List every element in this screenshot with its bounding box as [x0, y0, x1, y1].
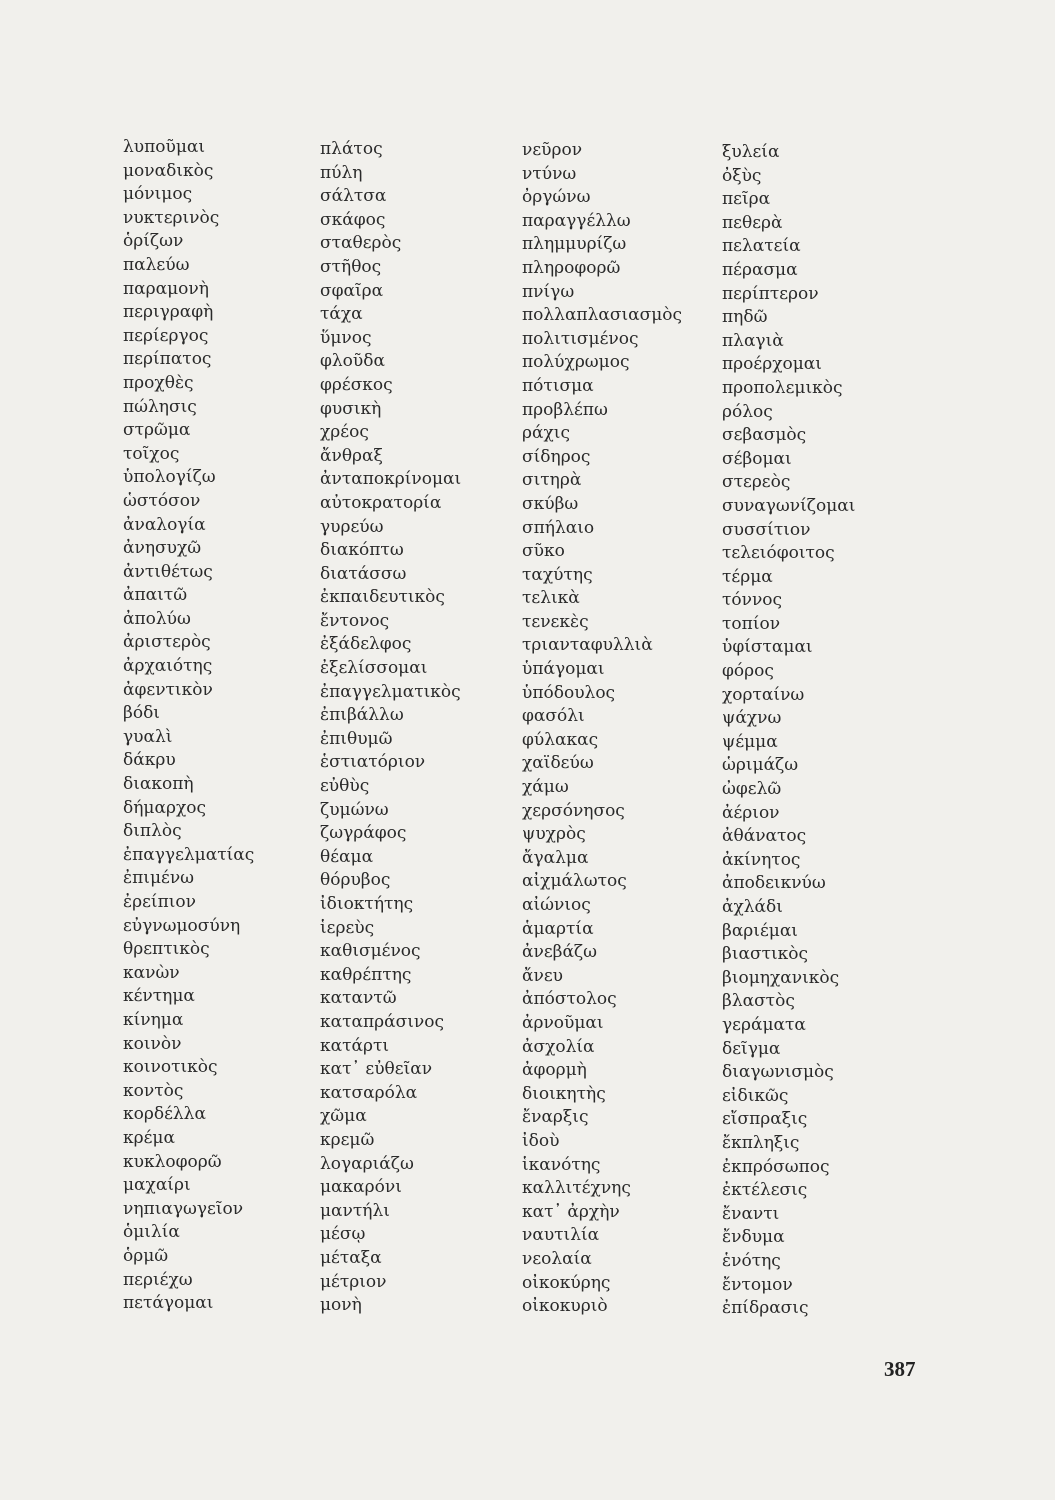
- word-entry: καταντῶ: [320, 988, 397, 1009]
- word-entry: ζωγράφος: [320, 823, 407, 844]
- word-entry: προπολεμικὸς: [722, 377, 843, 398]
- word-entry: προέρχομαι: [722, 354, 822, 375]
- word-entry: πεθερὰ: [722, 212, 783, 233]
- word-entry: στρῶμα: [123, 420, 191, 441]
- word-entry: περίπτερον: [722, 283, 819, 304]
- word-entry: ἀνησυχῶ: [123, 538, 202, 559]
- word-entry: δεῖγμα: [722, 1038, 781, 1059]
- word-entry: βαριέμαι: [722, 920, 798, 941]
- word-entry: διαγωνισμὸς: [722, 1062, 834, 1083]
- word-entry: ὑφίσταμαι: [722, 637, 813, 658]
- word-entry: πλαγιὰ: [722, 330, 784, 351]
- word-entry: ἀέριον: [722, 802, 780, 823]
- word-entry: νυκτερινὸς: [123, 207, 220, 228]
- word-entry: ρόλος: [722, 401, 773, 422]
- word-entry: πολλαπλασιασμὸς: [522, 305, 683, 326]
- word-entry: σῦκο: [522, 541, 565, 562]
- word-entry: ὑπάγομαι: [522, 659, 605, 680]
- word-entry: φόρος: [722, 661, 774, 682]
- word-entry: ἔνδυμα: [722, 1227, 785, 1248]
- word-entry: ἀντιθέτως: [123, 561, 213, 582]
- word-entry: τοπίον: [722, 613, 781, 634]
- word-entry: ὠφελῶ: [722, 779, 782, 800]
- word-entry: κοντὸς: [123, 1080, 184, 1101]
- word-entry: ἀνταποκρίνομαι: [320, 469, 462, 490]
- word-entry: ἔναρξις: [522, 1107, 589, 1128]
- word-entry: εὐγνωμοσύνη: [123, 915, 241, 936]
- word-entry: χῶμα: [320, 1106, 367, 1127]
- word-entry: χρέος: [320, 422, 369, 443]
- word-entry: εἴσπραξις: [722, 1109, 808, 1130]
- word-entry: παλεύω: [123, 254, 190, 275]
- word-entry: ἁμαρτία: [522, 918, 594, 939]
- word-entry: ἐπαγγελματίας: [123, 844, 255, 865]
- word-entry: ξυλεία: [722, 142, 780, 162]
- word-entry: σκύβω: [522, 493, 579, 514]
- word-entry: ἔναντι: [722, 1203, 780, 1224]
- word-entry: πλημμυρίζω: [522, 234, 627, 255]
- word-entry: ἑστιατόριον: [320, 752, 426, 773]
- word-entry: μέσῳ: [320, 1224, 366, 1245]
- word-entry: ἀχλάδι: [722, 897, 783, 917]
- word-entry: μονὴ: [320, 1295, 362, 1316]
- word-entry: πολιτισμένος: [522, 328, 639, 349]
- word-entry: ἐκπαιδευτικὸς: [320, 587, 445, 608]
- word-entry: ἐρείπιον: [123, 892, 196, 912]
- word-entry: μαχαίρι: [123, 1175, 191, 1196]
- word-entry: οἰκοκύρης: [522, 1272, 611, 1293]
- word-entry: διατάσσω: [320, 563, 407, 584]
- word-entry: τενεκὲς: [522, 611, 589, 632]
- word-entry: θρεπτικὸς: [123, 939, 210, 960]
- word-entry: λυποῦμαι: [123, 137, 206, 157]
- word-entry: εἰδικῶς: [722, 1085, 789, 1106]
- word-entry: ἀποδεικνύω: [722, 873, 826, 894]
- word-entry: ἀνεβάζω: [522, 942, 598, 963]
- word-entry: ἐπιμένω: [123, 868, 195, 889]
- word-entry: μόνιμος: [123, 184, 193, 205]
- word-entry: ζυμώνω: [320, 799, 389, 820]
- word-entry: στερεὸς: [722, 472, 791, 493]
- word-entry: φασόλι: [522, 706, 585, 727]
- word-entry: ἀναλογία: [123, 514, 206, 535]
- word-entry: κατ᾿ εὐθεῖαν: [320, 1059, 433, 1080]
- word-entry: φύλακας: [522, 729, 599, 750]
- word-entry: ταχύτης: [522, 564, 593, 585]
- word-entry: τέρμα: [722, 566, 773, 587]
- word-column-3: [522, 139, 682, 1319]
- word-entry: νηπιαγωγεῖον: [123, 1198, 244, 1219]
- word-entry: περίεργος: [123, 325, 209, 346]
- word-entry: ὡριμάζω: [722, 755, 799, 776]
- word-entry: πώλησις: [123, 396, 197, 417]
- word-entry: παραμονὴ: [123, 278, 209, 299]
- word-entry: ἱερεὺς: [320, 917, 375, 938]
- word-entry: ὁρίζων: [123, 231, 184, 252]
- word-column-1: [123, 136, 254, 1316]
- word-entry: διοικητὴς: [522, 1083, 606, 1104]
- word-entry: σέβομαι: [722, 448, 792, 469]
- word-entry: φλοῦδα: [320, 351, 385, 372]
- word-entry: ὡστόσον: [123, 490, 201, 511]
- word-entry: ἰδιοκτήτης: [320, 894, 414, 914]
- word-entry: συναγωνίζομαι: [722, 495, 856, 516]
- word-entry: ἀρχαιότης: [123, 656, 213, 677]
- word-entry: ἐπιβάλλω: [320, 705, 404, 726]
- word-entry: νεολαία: [522, 1248, 592, 1269]
- word-entry: ἀφορμὴ: [522, 1060, 587, 1081]
- word-entry: δάκρυ: [123, 750, 176, 771]
- word-entry: κίνημα: [123, 1009, 184, 1030]
- word-entry: φυσικὴ: [320, 398, 382, 419]
- word-entry: κοινοτικὸς: [123, 1057, 218, 1078]
- word-entry: ὕμνος: [320, 327, 372, 348]
- word-entry: θόρυβος: [320, 870, 391, 891]
- word-entry: μακαρόνι: [320, 1177, 402, 1198]
- word-entry: σίδηρος: [522, 446, 591, 467]
- word-entry: σιτηρὰ: [522, 470, 582, 491]
- word-entry: διακόπτω: [320, 540, 404, 561]
- word-entry: ἄγαλμα: [522, 847, 589, 868]
- word-entry: βιαστικὸς: [722, 944, 809, 965]
- word-entry: ὁμιλία: [123, 1222, 180, 1243]
- word-entry: ἐπίδρασις: [722, 1298, 809, 1319]
- word-entry: φρέσκος: [320, 374, 393, 395]
- word-entry: ἀπαιτῶ: [123, 585, 188, 606]
- word-entry: ἀφεντικὸν: [123, 679, 213, 700]
- page-number: 387: [884, 1357, 916, 1381]
- word-entry: ἀριστερὸς: [123, 632, 211, 653]
- word-entry: γυρεύω: [320, 516, 384, 537]
- word-entry: κρεμῶ: [320, 1129, 375, 1150]
- word-entry: ἀπολύω: [123, 608, 191, 629]
- word-entry: ἔντονος: [320, 610, 390, 631]
- word-entry: ἀσχολία: [522, 1036, 595, 1057]
- word-entry: ὑπολογίζω: [123, 467, 216, 488]
- word-entry: δήμαρχος: [123, 797, 206, 818]
- word-entry: χάμω: [522, 777, 569, 798]
- word-entry: ὀργώνω: [522, 187, 591, 208]
- word-entry: σπήλαιο: [522, 517, 595, 538]
- word-entry: ἐπιθυμῶ: [320, 728, 393, 749]
- word-column-4: [722, 141, 855, 1321]
- word-entry: ὑπόδουλος: [522, 682, 616, 703]
- word-entry: σταθερὸς: [320, 233, 402, 254]
- word-entry: μέτριον: [320, 1271, 387, 1292]
- word-entry: ἰδοὺ: [522, 1130, 560, 1151]
- word-entry: χορταίνω: [722, 684, 805, 705]
- word-entry: πληροφορῶ: [522, 257, 621, 278]
- word-entry: ἀκίνητος: [722, 849, 801, 870]
- word-entry: καλλιτέχνης: [522, 1178, 631, 1199]
- word-entry: λογαριάζω: [320, 1153, 414, 1174]
- word-entry: ἐξελίσσομαι: [320, 658, 428, 679]
- word-entry: τριανταφυλλιὰ: [522, 635, 653, 656]
- word-entry: ψυχρὸς: [522, 824, 586, 845]
- word-entry: παραγγέλλω: [522, 210, 631, 231]
- word-entry: αἰχμάλωτος: [522, 871, 627, 892]
- word-entry: κρέμα: [123, 1127, 175, 1148]
- word-entry: πεῖρα: [722, 189, 771, 210]
- word-entry: χαϊδεύω: [522, 753, 594, 774]
- word-entry: ἐξάδελφος: [320, 634, 412, 655]
- word-entry: σάλτσα: [320, 186, 387, 207]
- word-entry: ἱκανότης: [522, 1154, 601, 1175]
- word-entry: πετάγομαι: [123, 1293, 214, 1314]
- word-entry: πολύχρωμος: [522, 352, 630, 373]
- word-entry: κυκλοφορῶ: [123, 1151, 222, 1172]
- word-entry: κατ᾿ ἀρχὴν: [522, 1201, 620, 1222]
- word-entry: οἰκοκυριὸ: [522, 1296, 608, 1317]
- word-entry: σκάφος: [320, 209, 386, 230]
- word-entry: αἰώνιος: [522, 895, 591, 915]
- word-entry: καταπράσινος: [320, 1011, 444, 1032]
- word-entry: κέντημα: [123, 986, 195, 1007]
- word-entry: κοινὸν: [123, 1033, 182, 1054]
- word-entry: ἐπαγγελματικὸς: [320, 681, 461, 702]
- word-entry: μοναδικὸς: [123, 160, 214, 181]
- word-entry: σεβασμὸς: [722, 425, 807, 446]
- word-entry: ἄνθραξ: [320, 445, 383, 466]
- word-entry: μαντήλι: [320, 1200, 390, 1221]
- word-entry: πλάτος: [320, 139, 383, 159]
- word-entry: καθισμένος: [320, 941, 421, 962]
- word-entry: τάχα: [320, 304, 363, 325]
- word-entry: ἐκτέλεσις: [722, 1180, 808, 1201]
- word-entry: ντύνω: [522, 163, 577, 184]
- word-entry: ἔντομον: [722, 1274, 793, 1295]
- word-entry: ράχις: [522, 423, 570, 444]
- word-entry: καθρέπτης: [320, 964, 412, 985]
- word-entry: θέαμα: [320, 846, 374, 867]
- word-column-2: [320, 138, 461, 1318]
- word-entry: χερσόνησος: [522, 800, 625, 821]
- word-entry: διακοπὴ: [123, 774, 194, 795]
- word-entry: ἄνευ: [522, 965, 563, 986]
- word-entry: συσσίτιον: [722, 519, 811, 540]
- word-entry: μέταξα: [320, 1247, 382, 1268]
- word-entry: αὐτοκρατορία: [320, 492, 442, 513]
- word-entry: ἐκπρόσωπος: [722, 1156, 830, 1177]
- word-entry: γυαλὶ: [123, 726, 173, 747]
- word-entry: διπλὸς: [123, 821, 182, 842]
- word-entry: βόδι: [123, 703, 160, 724]
- word-entry: πηδῶ: [722, 307, 768, 328]
- word-entry: πέρασμα: [722, 259, 798, 280]
- word-entry: βλαστὸς: [722, 991, 795, 1012]
- word-entry: προβλέπω: [522, 399, 608, 420]
- word-entry: τελειόφοιτος: [722, 543, 835, 564]
- word-entry: ὁρμῶ: [123, 1245, 169, 1266]
- word-entry: πύλη: [320, 162, 363, 183]
- word-entry: περιέχω: [123, 1269, 193, 1290]
- word-entry: ἀρνοῦμαι: [522, 1012, 604, 1033]
- word-entry: περιγραφὴ: [123, 302, 214, 323]
- word-entry: προχθὲς: [123, 372, 194, 393]
- word-entry: κατσαρόλα: [320, 1082, 418, 1103]
- word-entry: ἀπόστολος: [522, 989, 617, 1010]
- word-entry: ὀξὺς: [722, 165, 762, 186]
- word-entry: σφαῖρα: [320, 280, 384, 301]
- word-entry: κορδέλλα: [123, 1104, 206, 1125]
- word-entry: τελικὰ: [522, 588, 580, 609]
- word-entry: στῆθος: [320, 256, 382, 277]
- word-entry: νεῦρον: [522, 140, 583, 160]
- word-entry: περίπατος: [123, 349, 212, 370]
- word-entry: πότισμα: [522, 375, 594, 396]
- word-entry: ἑνότης: [722, 1250, 781, 1271]
- word-entry: κατάρτι: [320, 1035, 390, 1056]
- word-entry: βιομηχανικὸς: [722, 967, 840, 988]
- word-entry: γεράματα: [722, 1014, 806, 1035]
- word-entry: ψάχνω: [722, 708, 782, 729]
- word-entry: πνίγω: [522, 281, 575, 302]
- word-entry: πελατεία: [722, 236, 801, 257]
- word-entry: ἔκπληξις: [722, 1132, 800, 1153]
- word-entry: εὐθὺς: [320, 776, 370, 797]
- word-entry: κανὼν: [123, 962, 180, 983]
- word-entry: ναυτιλία: [522, 1225, 600, 1246]
- word-entry: τοῖχος: [123, 443, 180, 464]
- word-entry: ψέμμα: [722, 731, 778, 752]
- word-entry: ἀθάνατος: [722, 826, 807, 847]
- word-entry: τόννος: [722, 590, 783, 611]
